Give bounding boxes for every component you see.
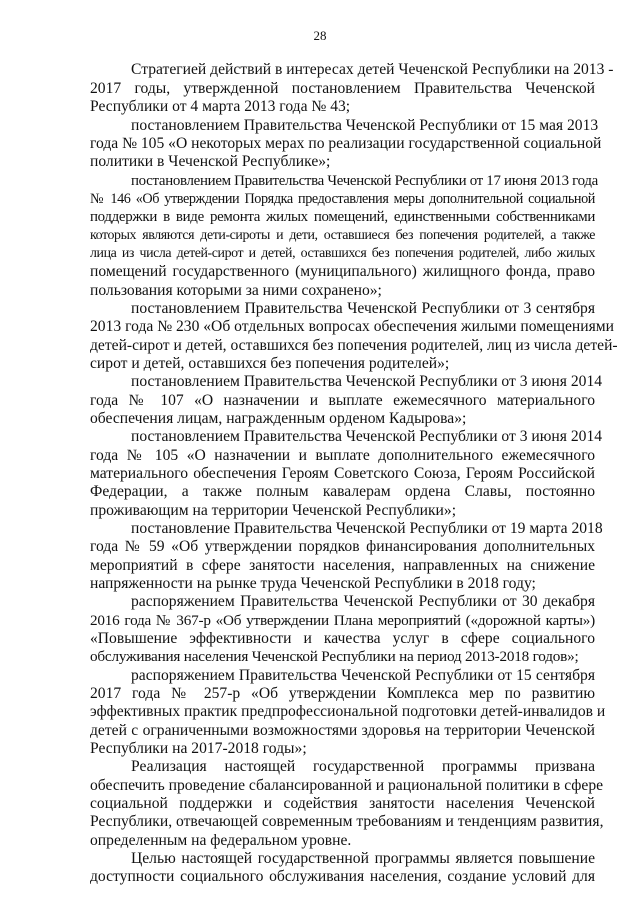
text-line: Республики от 4 марта 2013 года № 43; xyxy=(90,98,351,115)
text-line: Республики, отвечающей современным требованиям и тенденциям развития, xyxy=(90,813,604,830)
text-line: распоряжением Правительства Чеченской Республики от 30 декабря xyxy=(131,593,595,610)
text-line: Реализация настоящей государственной программы призвана xyxy=(131,758,595,775)
text-line: года № 105 «О некоторых мерах по реализации государственной социальной xyxy=(90,135,602,152)
text-line: «Повышение эффективности и качества услуг в сфере социального xyxy=(90,630,595,647)
text-line: Целью настоящей государственной программы является повышение xyxy=(131,850,595,867)
text-line: которых являются дети-сироты и дети, оставшиеся без попечения родителей, а также xyxy=(90,228,595,243)
text-line: доступности социального обслуживания населения, создание условий для xyxy=(90,868,595,885)
text-line: сирот и детей, оставшихся без попечения родителей»; xyxy=(90,355,450,372)
text-line: № 146 «Об утверждении Порядка предоставления меры дополнительной социальной xyxy=(90,191,595,207)
text-line: проживающим на территории Чеченской Республики»; xyxy=(90,502,457,519)
text-line: детей с ограниченными возможностями здоровья на территории Чеченской xyxy=(90,722,595,739)
text-line: года № 59 «Об утверждении порядков финансирования дополнительных xyxy=(90,538,595,555)
text-line: определенным на федеральном уровне. xyxy=(90,832,352,849)
text-line: материального обеспечения Героям Советского Союза, Героям Российской xyxy=(90,465,595,482)
text-line: напряженности на рынке труда Чеченской Республики в 2018 году; xyxy=(90,575,536,592)
text-line: постановлением Правительства Чеченской Республики от 3 сентября xyxy=(131,300,595,317)
text-line: политики в Чеченской Республике»; xyxy=(90,153,331,170)
text-line: постановлением Правительства Чеченской Республики от 17 июня 2013 года xyxy=(131,173,598,189)
text-line: детей-сирот и детей, оставшихся без попечения родителей, лиц из числа детей- xyxy=(90,337,618,354)
text-line: 2017 года № 257-р «Об утверждении Комплекса мер по развитию xyxy=(90,685,595,702)
text-line: социальной поддержки и содействия занятости населения Чеченской xyxy=(90,795,595,812)
text-line: обеспечения лицам, награжденным орденом Кадырова»; xyxy=(90,410,467,427)
text-line: эффективных практик предпрофессиональной подготовки детей-инвалидов и xyxy=(90,703,606,720)
text-line: поддержки в виде ремонта жилых помещений, единственными собственниками xyxy=(90,209,595,225)
text-line: мероприятий в сфере занятости населения, направленных на снижение xyxy=(90,557,595,574)
text-line: обслуживания населения Чеченской Республики на период 2013-2018 годов»; xyxy=(90,648,579,665)
text-line: распоряжением Правительства Чеченской Республики от 15 сентября xyxy=(131,667,595,684)
text-line: Республики на 2017-2018 годы»; xyxy=(90,740,307,757)
text-line: пользования которыми за ними сохранено»; xyxy=(90,282,382,299)
text-line: постановлением Правительства Чеченской Республики от 3 июня 2014 xyxy=(131,373,603,390)
text-line: лица из числа детей-сирот и детей, оставшихся без попечения родителей, либо жилых xyxy=(90,246,595,261)
text-line: постановлением Правительства Чеченской Республики от 15 мая 2013 xyxy=(131,117,599,134)
text-line: помещений государственного (муниципального) жилищного фонда, право xyxy=(90,263,595,280)
text-line: 2013 года № 230 «Об отдельных вопросах обеспечения жилыми помещениями xyxy=(90,318,615,335)
text-line: обеспечить проведение сбалансированной и рациональной политики в сфере xyxy=(90,777,604,794)
text-line: Стратегией действий в интересах детей Чеченской Республики на 2013 - xyxy=(131,61,614,78)
text-line: постановление Правительства Чеченской Республики от 19 марта 2018 xyxy=(131,520,603,537)
text-line: года № 105 «О назначении и выплате дополнительного ежемесячного xyxy=(90,447,595,464)
text-line: постановлением Правительства Чеченской Республики от 3 июня 2014 xyxy=(131,428,603,445)
text-line: Федерации, а также полным кавалерам ордена Славы, постоянно xyxy=(90,483,595,500)
text-line: 2016 года № 367-р «Об утверждении Плана мероприятий («дорожной карты») xyxy=(90,612,595,629)
text-line: 2017 годы, утвержденной постановлением Правительства Чеченской xyxy=(90,80,595,97)
page-number: 28 xyxy=(313,28,327,43)
text-line: года № 107 «О назначении и выплате ежемесячного материального xyxy=(90,392,595,409)
